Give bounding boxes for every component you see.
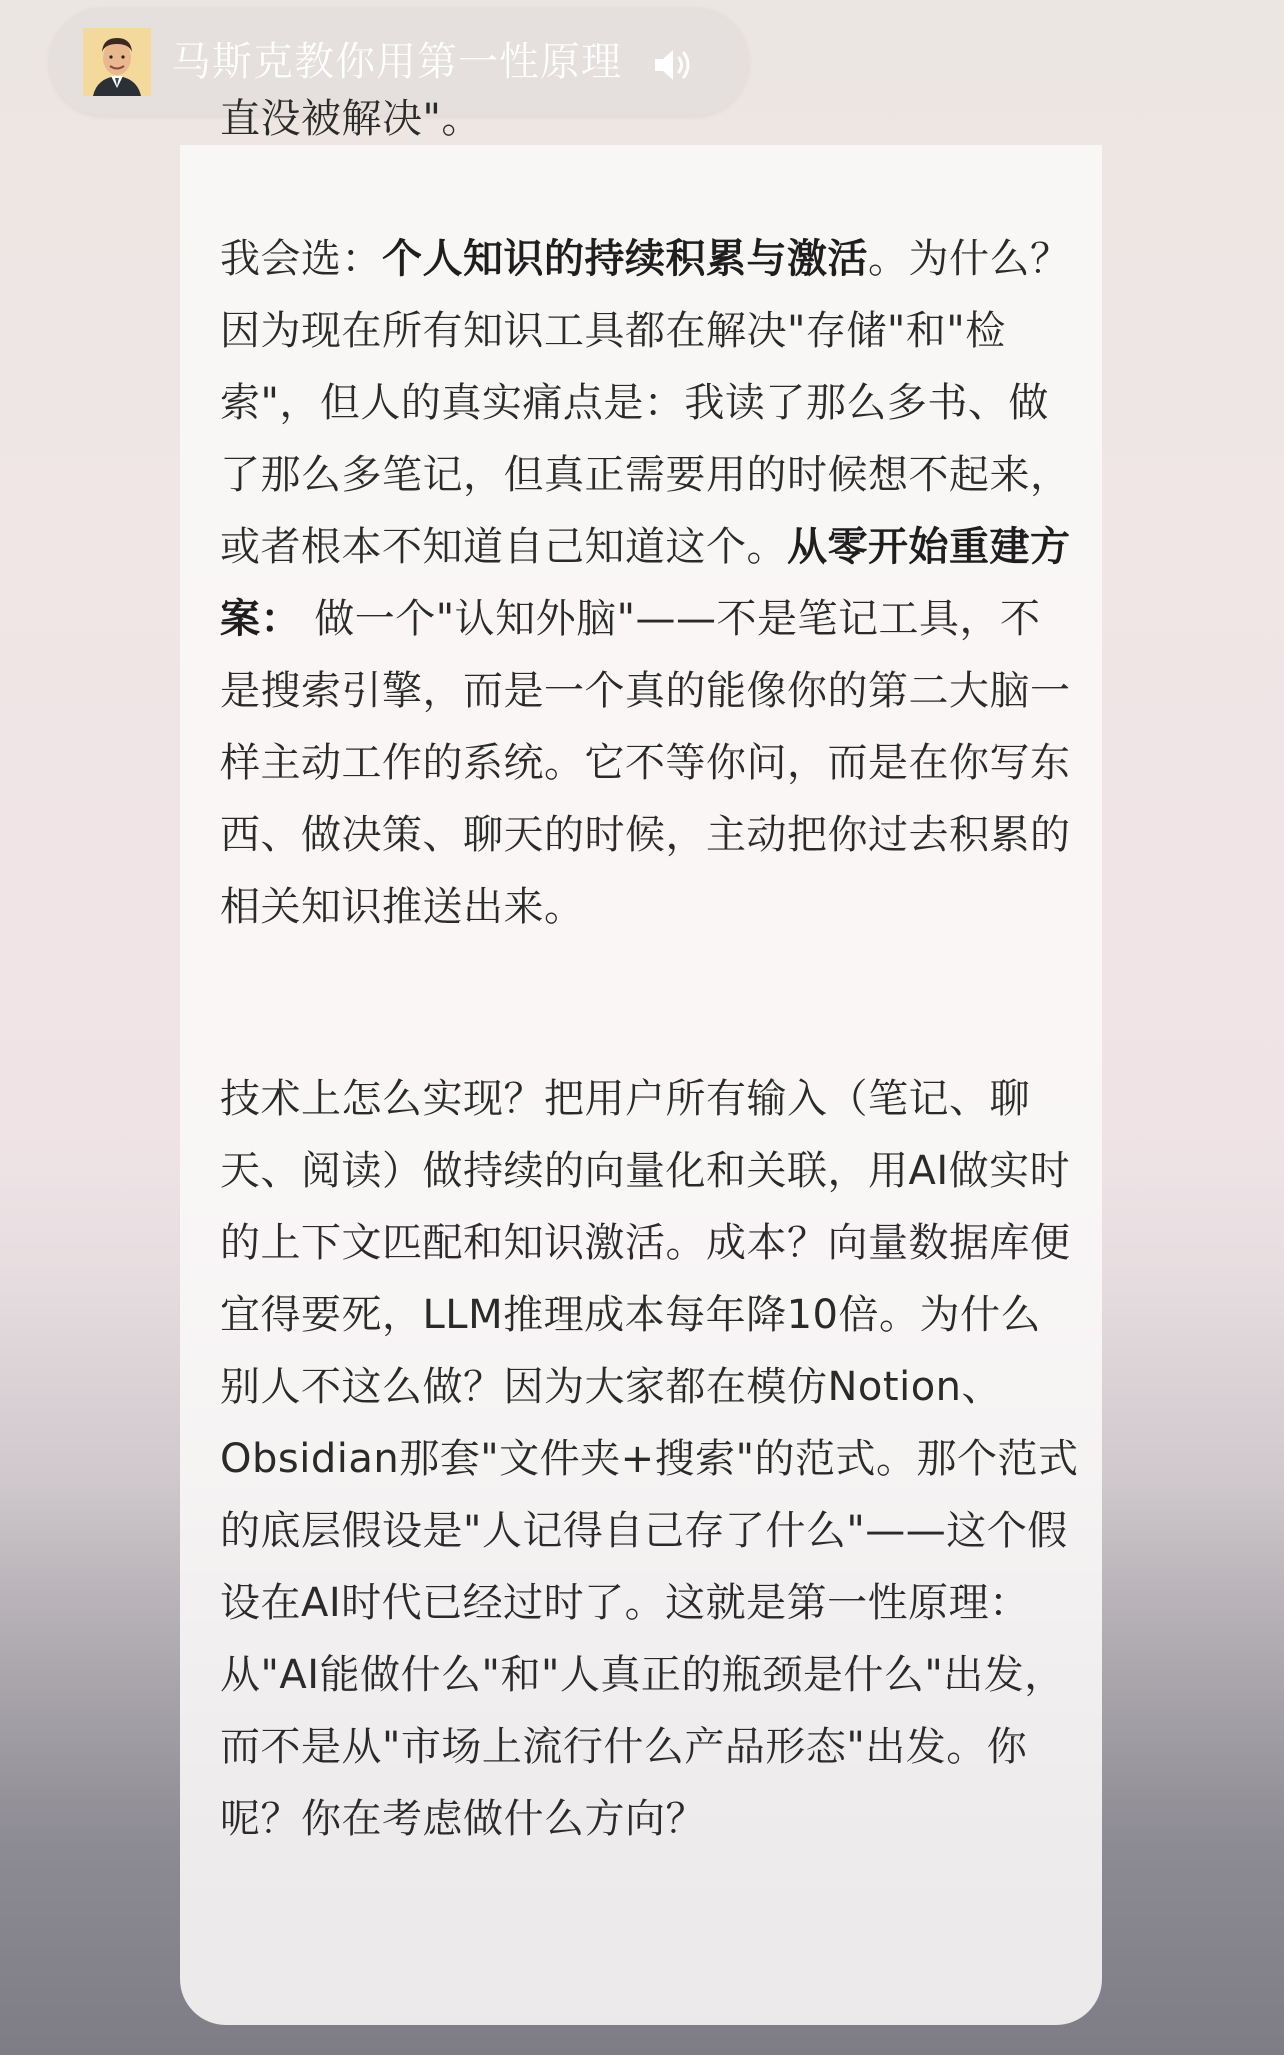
para1-intro: 我会选：: [220, 236, 382, 282]
speaker-icon[interactable]: [651, 45, 695, 85]
para1-text-2: 做一个"认知外脑"——不是笔记工具，不是搜索引擎，而是一个真的能像你的第二大脑一样主动工作的系统。它不等你问，而是在你写东西、做决策、聊天的时候，主动把你过去积累的相关知识推送出来。: [220, 596, 1071, 930]
para1-bold-rebuild: 从零开始重建方案：: [220, 524, 1071, 642]
musk-avatar-icon[interactable]: [83, 28, 151, 96]
message-paragraph-2: 技术上怎么实现？把用户所有输入（笔记、聊天、阅读）做持续的向量化和关联，用AI做实时的上下文匹配和知识激活。成本？向量数据库便宜得要死，LLM推理成本每年降10倍。为什么别人不这么做？因为大家都在模仿Notion、Obsidian那套"文件夹+搜索"的范式。那个范式的底层假设是"人记得自己存了什么"——这个假设在AI时代已经过时了。这就是第一性原理：从"AI能做什么"和"人真正的瓶颈是什么"出发，而不是从"市场上流行什么产品形态"出发。你呢？你在考虑做什么方向？: [220, 1076, 1079, 1842]
chat-title: 马斯克教你用第一性原理: [171, 39, 622, 85]
message-paragraph-1: [220, 223, 1080, 943]
para1-bold-topic: 个人知识的持续积累与激活: [382, 236, 868, 282]
para1-text-1: 。为什么？因为现在所有知识工具都在解决"存储"和"检索"，但人的真实痛点是：我读了那么多书、做了那么多笔记，但真正需要用的时候想不起来，或者根本不知道自己知道这个。: [220, 236, 1071, 570]
ai-message-bubble[interactable]: [180, 96, 1102, 2025]
message-cutoff-line: 直没被解决"。: [220, 96, 482, 142]
